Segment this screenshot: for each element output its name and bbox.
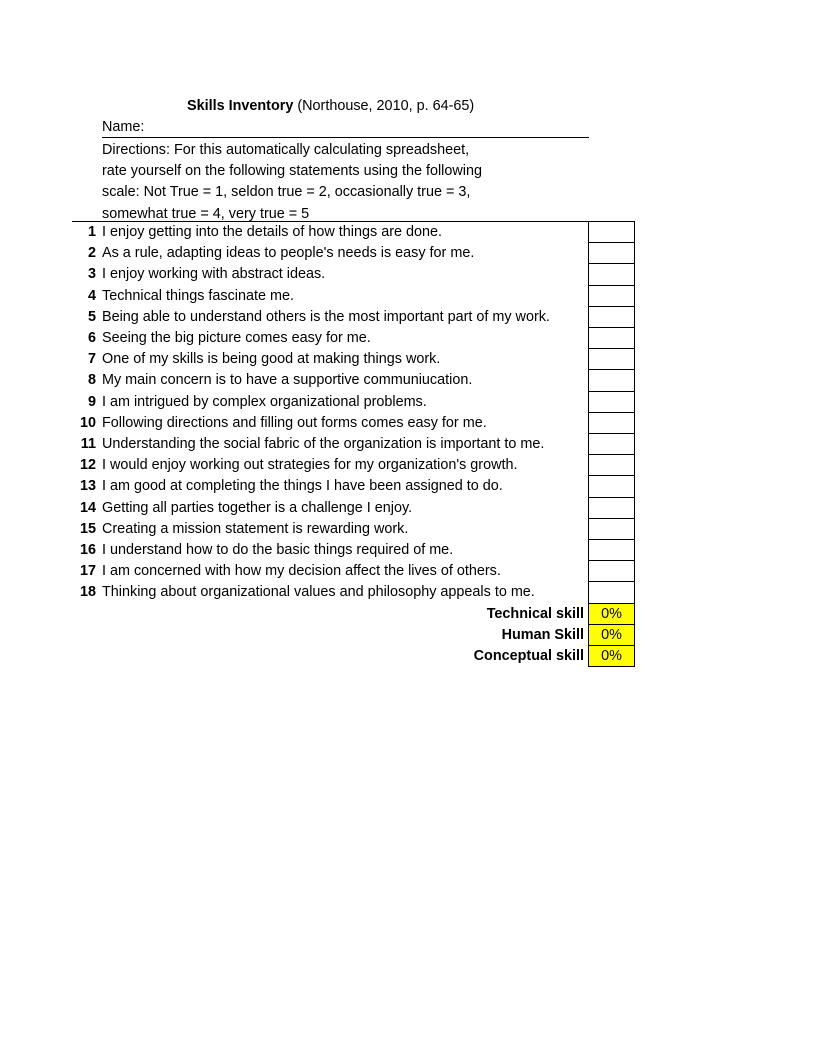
score-value-cell: 0% — [588, 624, 635, 646]
rating-input-cell[interactable] — [588, 433, 635, 455]
rating-input-cell[interactable] — [588, 327, 635, 349]
statement-text: Thinking about organizational values and philosophy appeals to me. — [102, 584, 535, 601]
statement-number: 9 — [87, 393, 96, 410]
rating-input-cell[interactable] — [588, 560, 635, 582]
rating-input-cell[interactable] — [588, 306, 635, 328]
statement-number: 4 — [87, 287, 96, 304]
title-citation: (Northouse, 2010, p. 64-65) — [293, 98, 475, 114]
statement-number: 18 — [79, 584, 96, 601]
rating-input-cell[interactable] — [588, 348, 635, 370]
statement-text: Being able to understand others is the most important part of my work. — [102, 308, 550, 325]
statement-number: 8 — [87, 372, 96, 389]
statement-text: I am good at completing the things I have been assigned to do. — [102, 478, 503, 495]
name-field[interactable] — [102, 119, 589, 138]
statement-text: I would enjoy working out strategies for my organization's growth. — [102, 457, 518, 474]
rating-input-cell[interactable] — [588, 391, 635, 413]
directions-line: Directions: For this automatically calculating spreadsheet, — [102, 142, 470, 158]
rating-input-cell[interactable] — [588, 581, 635, 603]
statement-number: 16 — [79, 542, 96, 558]
statement-number: 12 — [79, 457, 96, 474]
statement-number: 13 — [79, 478, 96, 495]
directions-line: somewhat true = 4, very true = 5 — [102, 205, 310, 222]
score-label: Technical skill — [486, 605, 584, 622]
rating-input-cell[interactable] — [588, 497, 635, 519]
statement-text: I enjoy getting into the details of how things are done. — [102, 224, 443, 240]
statement-number: 6 — [87, 330, 96, 346]
statement-number: 17 — [79, 563, 96, 580]
directions-line: rate yourself on the following statements using the following — [102, 163, 482, 180]
statement-text: Understanding the social fabric of the organization is important to me. — [102, 436, 545, 452]
score-label: Human Skill — [501, 626, 584, 643]
rating-input-cell[interactable] — [588, 242, 635, 264]
statement-text: Technical things fascinate me. — [102, 287, 294, 304]
statement-text: As a rule, adapting ideas to people's needs is easy for me. — [102, 245, 475, 262]
rating-input-cell[interactable] — [588, 454, 635, 476]
rating-input-cell[interactable] — [588, 518, 635, 540]
statement-number: 2 — [87, 245, 96, 262]
score-value-cell: 0% — [588, 603, 635, 625]
statement-text: Following directions and filling out forms comes easy for me. — [102, 414, 487, 431]
rating-input-cell[interactable] — [588, 475, 635, 497]
statement-text: I am intrigued by complex organizational problems. — [102, 393, 427, 410]
rating-input-cell[interactable] — [588, 412, 635, 434]
title-main: Skills Inventory — [187, 98, 294, 114]
page-title — [187, 98, 474, 114]
score-label: Conceptual skill — [473, 648, 584, 664]
statement-number: 3 — [87, 266, 96, 283]
statement-text: Getting all parties together is a challenge I enjoy. — [102, 499, 413, 516]
rating-input-cell[interactable] — [588, 263, 635, 285]
statement-text: Seeing the big picture comes easy for me. — [102, 330, 371, 346]
statement-number: 14 — [79, 499, 96, 516]
statement-number: 15 — [79, 520, 96, 537]
name-label: Name: — [102, 119, 145, 135]
statement-number: 7 — [87, 351, 96, 368]
statement-text: My main concern is to have a supportive communiucation. — [102, 372, 473, 389]
statement-text: I understand how to do the basic things required of me. — [102, 542, 454, 558]
rating-input-cell[interactable] — [588, 221, 635, 243]
statement-text: I enjoy working with abstract ideas. — [102, 266, 326, 283]
rating-input-cell[interactable] — [588, 539, 635, 561]
rating-input-cell[interactable] — [588, 285, 635, 307]
rating-input-cell[interactable] — [588, 369, 635, 391]
score-value-cell: 0% — [588, 645, 635, 667]
statement-text: I am concerned with how my decision affect the lives of others. — [102, 563, 501, 580]
statement-text: Creating a mission statement is rewarding work. — [102, 520, 409, 537]
directions-line: scale: Not True = 1, seldon true = 2, occasionally true = 3, — [102, 184, 471, 201]
statement-text: One of my skills is being good at making things work. — [102, 351, 441, 368]
statement-number: 11 — [80, 436, 96, 452]
directions — [102, 140, 482, 225]
statement-number: 5 — [87, 308, 96, 325]
statement-number: 10 — [79, 414, 96, 431]
statement-number: 1 — [87, 224, 96, 240]
